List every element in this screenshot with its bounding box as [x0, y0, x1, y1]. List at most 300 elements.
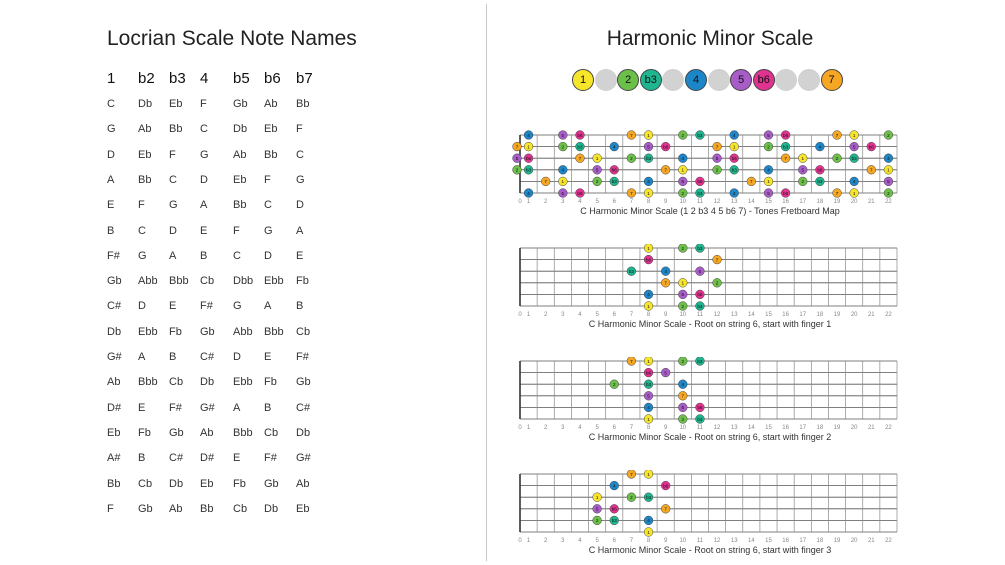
- note-cell: D: [200, 173, 208, 186]
- note-cell: E: [296, 249, 304, 262]
- note-degree-label: 5: [698, 269, 702, 274]
- fret-number: 11: [696, 425, 704, 431]
- note-degree-label: b3: [645, 382, 652, 387]
- fret-number: 8: [646, 312, 651, 318]
- fret-number: 0: [518, 199, 522, 205]
- fret-number: 2: [544, 538, 548, 544]
- note-cell: Fb: [233, 477, 246, 490]
- fret-number: 13: [730, 425, 738, 431]
- fret-number: 10: [679, 312, 687, 318]
- fret-number: 15: [765, 425, 772, 431]
- note-cell: Gb: [296, 376, 311, 389]
- note-degree-label: 4: [767, 167, 770, 173]
- note-degree-label: 2: [715, 167, 719, 173]
- note-cell: Eb: [233, 173, 247, 186]
- column-header: b6: [264, 70, 281, 87]
- note-cell: Eb: [169, 98, 183, 110]
- note-degree-label: b6: [731, 156, 737, 161]
- fret-number: 13: [730, 538, 738, 544]
- note-cell: Db: [296, 426, 311, 439]
- note-degree-label: 2: [681, 190, 685, 196]
- note-degree-label: 1: [647, 416, 650, 422]
- note-degree-label: b6: [697, 405, 703, 411]
- note-degree-label: 7: [544, 179, 547, 185]
- note-degree-label: 1: [595, 156, 599, 161]
- fret-number: 16: [782, 538, 789, 544]
- note-degree-label: 1: [647, 303, 650, 309]
- note-degree-label: 5: [647, 393, 650, 399]
- note-cell: Db: [264, 502, 279, 515]
- note-cell: G: [200, 148, 209, 161]
- legend-degree-dot: b3: [640, 69, 662, 91]
- fret-number: 7: [629, 199, 634, 205]
- note-degree-label: 7: [750, 179, 753, 185]
- note-degree-label: 5: [681, 292, 685, 298]
- note-cell: A: [138, 351, 146, 363]
- note-cell: Bb: [264, 148, 278, 161]
- note-degree-label: 7: [835, 190, 839, 196]
- note-degree-label: 4: [647, 179, 650, 185]
- note-cell: G: [169, 199, 178, 212]
- note-cell: C#: [107, 300, 122, 313]
- note-degree-label: 1: [801, 156, 805, 161]
- note-degree-label: 1: [595, 495, 599, 500]
- fret-number: 4: [578, 312, 582, 318]
- note-cell: Eb: [138, 148, 152, 161]
- note-cell: Fb: [264, 376, 277, 389]
- fret-number: 18: [816, 538, 824, 544]
- column-header: 1: [107, 70, 116, 87]
- note-degree-label: 2: [715, 280, 719, 286]
- fret-number: 22: [885, 538, 892, 544]
- note-degree-label: 4: [527, 190, 530, 196]
- legend-blank-dot: [595, 69, 617, 91]
- note-degree-label: 1: [647, 245, 650, 251]
- fret-number: 12: [713, 425, 721, 431]
- note-cell: Db: [107, 325, 122, 338]
- scale-degree-legend: [572, 69, 842, 93]
- note-degree-label: b3: [851, 156, 857, 161]
- note-degree-label: 7: [664, 506, 667, 512]
- note-degree-label: 7: [715, 257, 719, 263]
- fret-number: 9: [663, 312, 668, 318]
- note-cell: C#: [169, 452, 184, 465]
- fretboard-caption-finger-3: C Harmonic Minor Scale - Root on string 6, start with finger 3: [588, 545, 832, 555]
- note-degree-label: b6: [868, 144, 874, 150]
- note-degree-label: 5: [664, 370, 667, 376]
- fret-number: 13: [730, 312, 738, 318]
- fret-number: 8: [646, 538, 651, 544]
- legend-degree-dot: 1: [572, 69, 594, 91]
- note-degree-label: 2: [630, 156, 633, 161]
- note-degree-label: 7: [664, 167, 667, 173]
- note-degree-label: b6: [783, 132, 789, 138]
- note-degree-label: b3: [577, 144, 583, 150]
- note-degree-label: 7: [835, 132, 839, 138]
- fret-number: 10: [679, 199, 687, 205]
- note-degree-label: 1: [681, 167, 685, 173]
- fret-number: 1: [526, 199, 531, 205]
- fret-number: 17: [799, 312, 807, 318]
- note-cell: G: [264, 224, 273, 237]
- note-degree-label: 5: [647, 144, 650, 150]
- note-cell: D#: [107, 401, 122, 414]
- note-degree-label: b6: [645, 370, 652, 376]
- fret-number: 19: [833, 425, 841, 431]
- note-degree-label: 2: [515, 167, 519, 173]
- note-cell: E: [264, 351, 272, 363]
- note-degree-label: b3: [628, 269, 634, 274]
- note-degree-label: 7: [515, 144, 519, 150]
- note-cell: B: [296, 300, 304, 313]
- fret-number: 4: [578, 199, 582, 205]
- note-cell: C#: [200, 351, 215, 363]
- fret-number: 20: [850, 538, 858, 544]
- locrian-title: Locrian Scale Note Names: [107, 27, 357, 50]
- note-cell: F#: [296, 351, 309, 363]
- fret-number: 11: [696, 312, 704, 318]
- note-cell: Eb: [296, 502, 310, 515]
- note-degree-label: 2: [887, 132, 890, 138]
- legend-degree-dot: 2: [617, 69, 639, 91]
- fret-number: 8: [646, 425, 651, 431]
- note-degree-label: b3: [697, 132, 703, 138]
- fret-number: 12: [713, 312, 721, 318]
- fret-number: 5: [595, 199, 599, 205]
- fret-number: 11: [696, 199, 704, 205]
- fret-number: 12: [713, 199, 721, 205]
- fret-number: 14: [747, 425, 755, 431]
- column-header: b5: [233, 70, 250, 87]
- note-cell: C: [233, 249, 241, 262]
- note-degree-label: b3: [526, 167, 532, 173]
- fret-number: 3: [561, 538, 565, 544]
- note-cell: C: [169, 173, 177, 186]
- note-cell: F: [169, 148, 176, 161]
- fret-number: 5: [595, 312, 599, 318]
- note-cell: Gb: [233, 98, 248, 110]
- note-cell: Bbb: [138, 376, 158, 389]
- note-degree-label: 2: [681, 132, 685, 138]
- fret-number: 18: [816, 199, 824, 205]
- note-cell: G: [233, 300, 242, 313]
- note-degree-label: b6: [783, 190, 789, 196]
- note-degree-label: 7: [630, 358, 633, 364]
- note-cell: G#: [107, 351, 122, 363]
- note-degree-label: 4: [647, 405, 650, 411]
- fret-number: 22: [885, 425, 892, 431]
- fretboard-caption-finger-2: C Harmonic Minor Scale - Root on string 6, start with finger 2: [588, 432, 832, 442]
- note-cell: Bb: [296, 98, 310, 110]
- note-degree-label: 1: [647, 529, 650, 535]
- note-cell: A: [200, 199, 208, 212]
- fret-number: 6: [612, 312, 616, 318]
- note-cell: A#: [107, 452, 121, 465]
- fret-number: 8: [646, 199, 651, 205]
- note-degree-label: 4: [852, 179, 856, 185]
- note-degree-label: 7: [578, 156, 582, 161]
- note-degree-label: 4: [647, 292, 650, 298]
- note-cell: Db: [138, 98, 153, 110]
- note-cell: D: [264, 249, 272, 262]
- note-degree-label: 1: [767, 179, 770, 185]
- note-degree-label: 5: [515, 156, 519, 161]
- note-cell: Bb: [107, 477, 121, 490]
- note-cell: E: [107, 199, 115, 212]
- fret-number: 10: [679, 425, 687, 431]
- note-cell: B: [169, 351, 177, 363]
- fret-number: 2: [544, 312, 548, 318]
- note-degree-label: b3: [697, 416, 703, 422]
- note-cell: A: [169, 249, 177, 262]
- fret-number: 4: [578, 538, 582, 544]
- note-cell: Cb: [296, 325, 311, 338]
- note-cell: Ab: [296, 477, 310, 490]
- note-degree-label: 7: [681, 393, 685, 399]
- fret-number: 14: [747, 199, 755, 205]
- note-degree-label: 1: [647, 132, 650, 138]
- note-degree-label: 5: [595, 506, 599, 512]
- note-degree-label: 1: [561, 179, 565, 185]
- note-degree-label: 2: [561, 144, 565, 150]
- note-cell: E: [169, 300, 177, 313]
- note-cell: E: [233, 452, 241, 465]
- fret-number: 20: [850, 312, 858, 318]
- note-degree-label: 5: [561, 190, 565, 196]
- note-cell: G#: [296, 452, 311, 465]
- note-degree-label: 2: [681, 358, 685, 364]
- fret-number: 11: [696, 538, 704, 544]
- note-degree-label: 5: [681, 179, 685, 185]
- fret-number: 13: [730, 199, 738, 205]
- note-degree-label: b3: [611, 179, 617, 185]
- note-cell: Db: [169, 477, 184, 490]
- note-degree-label: b3: [697, 190, 703, 196]
- note-degree-label: b6: [645, 257, 652, 263]
- note-degree-label: 4: [681, 382, 685, 387]
- note-cell: Abb: [233, 325, 253, 338]
- note-degree-label: b3: [697, 303, 703, 309]
- fret-number: 18: [816, 312, 824, 318]
- fret-number: 0: [518, 312, 522, 318]
- note-cell: B: [200, 249, 208, 262]
- note-cell: F: [233, 224, 240, 237]
- fret-number: 9: [663, 425, 668, 431]
- note-degree-label: 5: [887, 179, 890, 185]
- note-degree-label: 4: [818, 144, 822, 150]
- note-cell: F#: [107, 249, 120, 262]
- fret-number: 9: [663, 538, 668, 544]
- note-degree-label: b6: [611, 506, 617, 512]
- note-cell: Ab: [264, 98, 278, 110]
- note-degree-label: b6: [697, 179, 703, 185]
- note-cell: Eb: [264, 123, 278, 136]
- note-degree-label: 7: [630, 471, 633, 477]
- note-degree-label: 7: [870, 167, 873, 173]
- fret-number: 15: [765, 199, 772, 205]
- note-cell: A: [296, 224, 304, 237]
- fret-number: 6: [612, 425, 616, 431]
- legend-blank-dot: [708, 69, 730, 91]
- note-degree-label: 2: [595, 179, 599, 185]
- note-cell: Fb: [169, 325, 182, 338]
- note-degree-label: 5: [801, 167, 805, 173]
- harmonic-minor-title: Harmonic Minor Scale: [606, 27, 814, 50]
- fret-number: 12: [713, 538, 721, 544]
- note-degree-label: 5: [715, 156, 719, 161]
- fret-number: 18: [816, 425, 824, 431]
- note-degree-label: b6: [577, 190, 583, 196]
- note-degree-label: 4: [681, 156, 685, 161]
- note-cell: D: [107, 148, 115, 161]
- panel-divider: [486, 4, 487, 561]
- note-cell: G#: [200, 401, 215, 414]
- fret-number: 1: [526, 538, 531, 544]
- note-degree-label: 5: [595, 167, 599, 173]
- note-degree-label: 4: [647, 518, 650, 524]
- note-cell: D: [169, 224, 177, 237]
- note-degree-label: 1: [852, 132, 856, 138]
- legend-degree-dot: 5: [730, 69, 752, 91]
- note-cell: A: [264, 300, 272, 313]
- note-cell: Ab: [169, 502, 183, 515]
- note-cell: B: [264, 401, 272, 414]
- fretboard-caption-full: C Harmonic Minor Scale (1 2 b3 4 5 b6 7) - Tones Fretboard Map: [580, 206, 840, 216]
- legend-blank-dot: [775, 69, 797, 91]
- note-cell: D#: [200, 452, 215, 465]
- fret-number: 21: [867, 538, 875, 544]
- note-degree-label: 1: [887, 167, 890, 173]
- note-degree-label: 2: [801, 179, 805, 185]
- note-degree-label: 7: [715, 144, 719, 150]
- note-cell: Gb: [200, 325, 215, 338]
- note-cell: Ab: [233, 148, 247, 161]
- note-cell: Ebb: [264, 275, 284, 288]
- fretboard-finger-3: [510, 470, 910, 545]
- note-degree-label: b3: [697, 245, 703, 251]
- note-cell: Gb: [107, 275, 122, 288]
- note-degree-label: 1: [647, 471, 650, 477]
- note-cell: C: [107, 98, 115, 110]
- note-cell: Gb: [264, 477, 279, 490]
- note-cell: Dbb: [233, 275, 254, 288]
- note-cell: F: [264, 173, 271, 186]
- note-cell: Bb: [233, 199, 247, 212]
- note-cell: Bb: [138, 173, 152, 186]
- note-cell: C#: [296, 401, 311, 414]
- note-degree-label: b6: [611, 167, 617, 173]
- fret-number: 21: [867, 199, 875, 205]
- note-degree-label: b3: [817, 179, 823, 185]
- note-degree-label: 2: [612, 382, 616, 387]
- fret-number: 7: [629, 425, 634, 431]
- note-degree-label: 5: [681, 405, 685, 411]
- note-cell: Cb: [169, 376, 184, 389]
- note-cell: E: [138, 401, 146, 414]
- note-degree-label: 2: [887, 190, 890, 196]
- note-degree-label: b3: [731, 167, 737, 173]
- fretboard-finger-1: [510, 244, 910, 319]
- note-degree-label: 7: [784, 156, 787, 161]
- legend-blank-dot: [798, 69, 820, 91]
- note-cell: F#: [264, 452, 277, 465]
- note-degree-label: 2: [630, 495, 633, 500]
- note-degree-label: b6: [817, 167, 823, 173]
- note-cell: C: [296, 148, 304, 161]
- note-degree-label: 7: [630, 190, 633, 196]
- note-cell: Gb: [138, 502, 153, 515]
- fret-number: 16: [782, 425, 789, 431]
- note-cell: Fb: [296, 275, 309, 288]
- fret-number: 15: [765, 538, 772, 544]
- fret-number: 5: [595, 425, 599, 431]
- fretboard-map-full: [510, 128, 910, 208]
- note-degree-label: 2: [767, 144, 770, 150]
- note-cell: Cb: [264, 426, 279, 439]
- fretboard-finger-2: [510, 357, 910, 432]
- note-cell: Fb: [138, 426, 151, 439]
- note-degree-label: 2: [681, 416, 685, 422]
- note-cell: F#: [200, 300, 213, 313]
- note-degree-label: 4: [732, 132, 736, 138]
- note-cell: Ebb: [233, 376, 253, 389]
- note-cell: F: [200, 98, 207, 110]
- note-cell: Cb: [200, 275, 215, 288]
- fret-number: 15: [765, 312, 772, 318]
- note-degree-label: 5: [561, 132, 565, 138]
- note-degree-label: b3: [645, 156, 652, 161]
- fret-number: 7: [629, 312, 634, 318]
- fret-number: 14: [747, 312, 755, 318]
- column-header: b2: [138, 70, 155, 87]
- note-cell: Eb: [200, 477, 214, 490]
- legend-blank-dot: [662, 69, 684, 91]
- fret-number: 5: [595, 538, 599, 544]
- note-degree-label: 2: [595, 518, 599, 524]
- note-cell: B: [107, 224, 115, 237]
- note-degree-label: b6: [697, 292, 703, 298]
- fret-number: 3: [561, 425, 565, 431]
- note-degree-label: 1: [647, 358, 650, 364]
- note-cell: Ab: [200, 426, 214, 439]
- fret-number: 20: [850, 425, 858, 431]
- note-cell: A: [107, 173, 115, 186]
- note-cell: G: [107, 123, 116, 136]
- note-cell: Eb: [107, 426, 121, 439]
- fret-number: 9: [663, 199, 668, 205]
- fret-number: 6: [612, 538, 616, 544]
- fret-number: 3: [561, 312, 565, 318]
- note-cell: Bbb: [233, 426, 253, 439]
- fret-number: 2: [544, 425, 548, 431]
- note-degree-label: 4: [612, 144, 616, 150]
- note-degree-label: 4: [664, 269, 667, 274]
- fret-number: 21: [867, 425, 875, 431]
- fret-number: 22: [885, 312, 892, 318]
- note-cell: Db: [233, 123, 248, 136]
- note-degree-label: 5: [767, 190, 770, 196]
- note-cell: Bbb: [264, 325, 284, 338]
- note-degree-label: b6: [526, 156, 532, 161]
- legend-degree-dot: 4: [685, 69, 707, 91]
- note-degree-label: 2: [681, 245, 685, 251]
- fret-number: 21: [867, 312, 875, 318]
- fret-number: 3: [561, 199, 565, 205]
- fret-number: 10: [679, 538, 687, 544]
- note-degree-label: 4: [527, 132, 530, 138]
- note-degree-label: 2: [835, 156, 839, 161]
- fret-number: 20: [850, 199, 858, 205]
